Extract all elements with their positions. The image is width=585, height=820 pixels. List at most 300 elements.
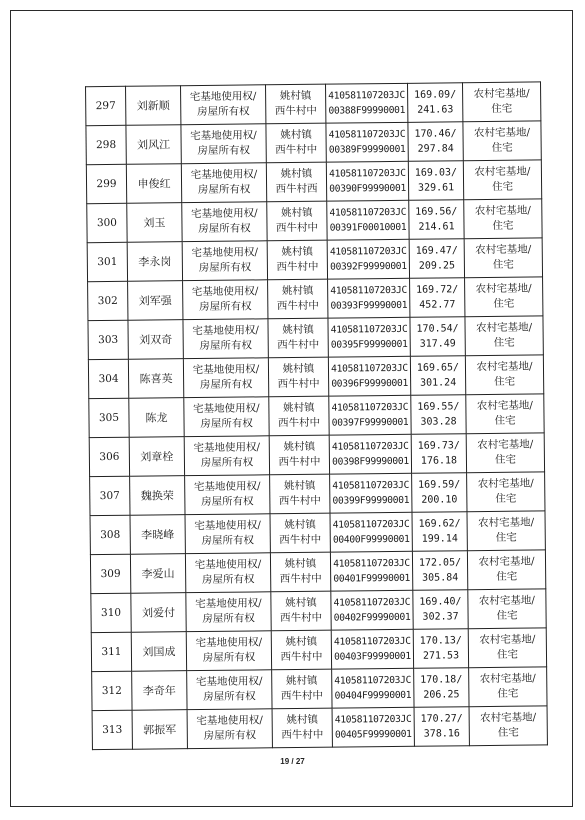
right-type-line-1: 宅基地使用权/ [192, 363, 260, 377]
owner-name: 李奇年 [142, 683, 176, 698]
land-use-cell [465, 355, 543, 395]
land-use-line-1: 农村宅基地/ [474, 204, 531, 218]
area-cell [409, 200, 464, 240]
owner-name: 李永岗 [138, 254, 172, 269]
location-line-2: 西牛村中 [276, 260, 319, 274]
right-type-line-2: 房屋所有权 [198, 261, 252, 275]
location-line-2: 西牛村中 [278, 455, 321, 469]
land-use-line-1: 农村宅基地/ [479, 672, 536, 686]
right-type-line-1: 宅基地使用权/ [194, 519, 261, 533]
right-type-line-2: 房屋所有权 [196, 105, 250, 119]
area-line-1: 169.40/ [419, 596, 462, 608]
area-cell [410, 317, 465, 357]
row-number: 300 [96, 216, 118, 229]
owner-name: 刘玉 [143, 215, 166, 230]
row-number-cell [92, 671, 132, 710]
land-use-cell [467, 472, 545, 512]
right-type-line-1: 宅基地使用权/ [191, 285, 259, 299]
location-line-2: 西牛村中 [275, 143, 318, 157]
area-cell [410, 278, 465, 318]
owner-name-cell [130, 515, 185, 555]
table-row [88, 316, 543, 360]
table-row [91, 589, 546, 633]
land-use-cell [462, 82, 540, 122]
land-use-cell [465, 277, 543, 317]
area-cell [412, 473, 467, 513]
area-line-1: 170.46/ [414, 128, 457, 140]
land-use-line-1: 农村宅基地/ [476, 360, 533, 374]
right-type-cell [187, 670, 272, 710]
location-cell [269, 396, 329, 436]
owner-name: 魏换荣 [140, 488, 174, 503]
right-type-line-2: 房屋所有权 [199, 378, 253, 392]
table-row [91, 628, 546, 672]
right-type-line-1: 宅基地使用权/ [189, 90, 257, 104]
right-type-line-1: 宅基地使用权/ [191, 207, 258, 221]
parcel-code-cell [328, 317, 410, 357]
table-row [89, 433, 544, 477]
land-use-line-1: 农村宅基地/ [478, 555, 535, 569]
right-type-line-2: 房屋所有权 [199, 300, 252, 314]
right-type-cell [183, 358, 268, 398]
area-line-1: 169.56/ [415, 206, 458, 218]
right-type-line-2: 房屋所有权 [203, 729, 257, 742]
location-line-1: 姚村镇 [281, 284, 314, 298]
right-type-line-2: 房屋所有权 [200, 456, 254, 470]
area-line-1: 169.72/ [416, 284, 459, 296]
area-line-1: 169.62/ [418, 518, 461, 530]
right-type-line-2: 房屋所有权 [197, 183, 251, 197]
area-line-2: 302.37 [422, 611, 459, 623]
row-number: 304 [98, 372, 119, 385]
area-cell [414, 707, 469, 747]
area-line-1: 169.59/ [418, 479, 461, 491]
location-line-2: 西牛村中 [276, 299, 319, 313]
parcel-code-line-2: 00391F00010001 [329, 221, 407, 234]
land-use-line-1: 农村宅基地/ [473, 87, 530, 101]
right-type-cell [187, 709, 272, 749]
parcel-code-line-2: 00401F99990001 [333, 572, 411, 585]
owner-name-cell [127, 242, 182, 282]
land-use-cell [465, 316, 543, 356]
location-cell [270, 474, 330, 514]
owner-name: 刘章栓 [140, 449, 174, 464]
land-use-cell [468, 589, 546, 629]
area-cell [410, 356, 465, 396]
row-number: 299 [96, 177, 117, 190]
parcel-code-line-1: 410581107203JC [334, 713, 412, 726]
area-line-2: 214.61 [418, 221, 455, 233]
area-line-2: 199.14 [421, 533, 458, 545]
right-type-line-1: 宅基地使用权/ [193, 480, 261, 494]
land-use-cell [464, 199, 542, 239]
owner-name-cell [132, 671, 187, 711]
right-type-line-1: 宅基地使用权/ [190, 168, 258, 182]
table-row [86, 121, 541, 165]
location-cell [270, 513, 330, 553]
right-type-line-2: 房屋所有权 [203, 690, 256, 703]
right-type-line-1: 宅基地使用权/ [195, 636, 263, 650]
right-type-cell [182, 241, 267, 281]
land-use-line-1: 农村宅基地/ [479, 633, 536, 647]
land-use-cell [468, 628, 546, 668]
owner-name-cell [130, 554, 185, 594]
right-type-cell [185, 475, 270, 515]
parcel-code-cell [328, 278, 410, 318]
location-line-1: 姚村镇 [285, 674, 318, 688]
area-cell [411, 434, 466, 474]
land-use-line-1: 农村宅基地/ [474, 165, 531, 179]
area-cell [411, 395, 466, 435]
row-number-cell [91, 632, 131, 671]
owner-name-cell [129, 398, 184, 438]
owner-name: 刘国成 [142, 644, 176, 659]
row-number-cell [88, 281, 128, 320]
right-type-line-1: 宅基地使用权/ [194, 558, 262, 572]
right-type-line-1: 宅基地使用权/ [191, 246, 259, 260]
area-line-2: 271.53 [422, 650, 460, 662]
land-use-line-2: 住宅 [495, 492, 517, 505]
parcel-code-cell [331, 629, 413, 669]
parcel-code-line-1: 410581107203JC [330, 323, 408, 336]
parcel-code-line-2: 00398F99990001 [332, 455, 409, 468]
area-cell [413, 629, 468, 669]
area-line-2: 378.16 [423, 728, 460, 740]
owner-name-cell [127, 203, 182, 243]
parcel-code-cell [327, 200, 409, 240]
land-use-line-2: 住宅 [491, 141, 513, 154]
right-type-line-2: 房屋所有权 [200, 417, 253, 431]
parcel-code-line-2: 00388F99990001 [328, 104, 406, 117]
right-type-cell [184, 397, 269, 437]
right-type-cell [183, 280, 268, 320]
location-cell [271, 591, 331, 631]
area-line-2: 329.61 [417, 182, 455, 194]
owner-name-cell [130, 476, 185, 516]
right-type-cell [181, 85, 266, 125]
parcel-code-line-1: 410581107203JC [329, 245, 407, 258]
owner-name: 刘风江 [137, 137, 171, 152]
location-cell [272, 708, 332, 748]
table-row [92, 667, 547, 711]
right-type-line-2: 房屋所有权 [201, 534, 255, 548]
owner-name-cell [128, 281, 183, 321]
right-type-cell [185, 553, 270, 593]
land-use-cell [467, 511, 545, 551]
location-cell [267, 201, 327, 241]
location-cell [272, 669, 332, 709]
table-row [90, 472, 545, 516]
row-number: 298 [96, 138, 117, 151]
location-cell [271, 630, 331, 670]
row-number-cell [90, 476, 130, 515]
land-use-line-1: 农村宅基地/ [475, 243, 532, 257]
land-use-line-1: 农村宅基地/ [477, 438, 534, 452]
row-number-cell [87, 242, 127, 281]
area-cell [408, 122, 463, 162]
row-number-cell [90, 515, 130, 554]
area-line-1: 170.27/ [420, 713, 463, 725]
area-cell [408, 161, 463, 201]
area-line-2: 209.25 [418, 260, 456, 272]
parcel-code-cell [330, 512, 412, 552]
land-use-cell [467, 550, 545, 590]
owner-name-cell [126, 125, 181, 165]
location-cell [266, 123, 326, 163]
table-row [90, 511, 545, 555]
owner-name: 刘新顺 [136, 98, 170, 113]
land-use-cell [466, 433, 544, 473]
parcel-code-line-2: 00396F99990001 [331, 377, 409, 390]
land-use-line-1: 农村宅基地/ [480, 711, 537, 725]
land-use-cell [463, 160, 541, 200]
parcel-code-cell [329, 434, 411, 474]
parcel-code-cell [329, 395, 411, 435]
location-line-1: 姚村镇 [283, 440, 316, 454]
land-use-line-2: 住宅 [496, 570, 518, 583]
parcel-code-line-2: 00400F99990001 [332, 533, 410, 546]
area-line-2: 301.24 [420, 377, 457, 389]
land-use-cell [463, 121, 541, 161]
owner-name-cell [126, 164, 181, 204]
location-line-1: 姚村镇 [280, 128, 312, 142]
row-number: 310 [100, 606, 122, 619]
registry-table [85, 81, 548, 750]
land-use-line-2: 住宅 [496, 648, 519, 661]
right-type-cell [183, 319, 268, 359]
location-line-2: 西牛村中 [280, 689, 323, 703]
right-type-line-1: 宅基地使用权/ [196, 714, 263, 728]
location-cell [268, 357, 328, 397]
right-type-cell [184, 436, 269, 476]
owner-name: 李晓峰 [141, 527, 175, 542]
land-use-line-2: 住宅 [491, 102, 513, 115]
owner-name-cell [132, 710, 187, 750]
location-cell [266, 162, 326, 202]
area-line-1: 169.73/ [417, 440, 460, 452]
row-number: 313 [102, 723, 123, 736]
parcel-code-line-2: 00402F99990001 [333, 611, 411, 624]
location-line-1: 姚村镇 [283, 479, 316, 493]
right-type-line-2: 房屋所有权 [199, 339, 253, 353]
table-row [90, 550, 545, 594]
parcel-code-line-2: 00390F99990001 [329, 182, 406, 195]
location-cell [268, 318, 328, 358]
location-line-2: 西牛村中 [279, 533, 322, 547]
owner-name-cell [128, 359, 183, 399]
parcel-code-line-1: 410581107203JC [332, 479, 410, 492]
area-line-2: 317.49 [419, 338, 456, 350]
owner-name-cell [126, 86, 181, 126]
parcel-code-cell [332, 707, 414, 747]
row-number-cell [86, 125, 126, 164]
parcel-code-line-1: 410581107203JC [332, 518, 410, 531]
right-type-line-2: 房屋所有权 [198, 222, 251, 236]
location-line-1: 姚村镇 [280, 167, 313, 181]
location-line-1: 姚村镇 [281, 206, 313, 220]
land-use-line-1: 农村宅基地/ [477, 477, 534, 491]
area-line-1: 169.47/ [415, 245, 458, 257]
right-type-line-1: 宅基地使用权/ [195, 597, 262, 611]
owner-name-cell [131, 632, 186, 672]
area-line-2: 206.25 [423, 689, 460, 701]
row-number-cell [91, 593, 131, 632]
parcel-code-cell [332, 668, 414, 708]
right-type-line-1: 宅基地使用权/ [195, 675, 263, 689]
location-line-1: 姚村镇 [286, 713, 318, 727]
row-number-cell [88, 320, 128, 359]
location-line-2: 西牛村中 [274, 104, 317, 118]
parcel-code-line-2: 00399F99990001 [332, 494, 410, 507]
land-use-line-1: 农村宅基地/ [473, 126, 531, 140]
row-number-cell [89, 437, 129, 476]
land-use-line-2: 住宅 [494, 375, 516, 388]
right-type-cell [186, 592, 271, 632]
parcel-code-line-1: 410581107203JC [331, 440, 409, 453]
area-cell [407, 83, 462, 123]
parcel-code-cell [326, 122, 408, 162]
location-line-1: 姚村镇 [279, 89, 312, 103]
area-line-2: 176.18 [420, 455, 458, 467]
registry-table-wrapper [85, 82, 537, 750]
row-number: 307 [99, 489, 120, 502]
page-number: 19 / 27 [280, 757, 305, 766]
row-number-cell [88, 359, 128, 398]
area-line-1: 170.54/ [416, 323, 459, 335]
table-row [88, 355, 543, 399]
land-use-line-2: 住宅 [497, 726, 519, 739]
parcel-code-line-1: 410581107203JC [329, 206, 407, 219]
land-use-line-1: 农村宅基地/ [475, 282, 532, 296]
location-line-1: 姚村镇 [285, 596, 317, 610]
location-line-2: 西牛村西 [275, 182, 318, 196]
area-cell [412, 512, 467, 552]
area-line-1: 170.18/ [420, 674, 463, 686]
location-cell [269, 435, 329, 475]
right-type-cell [185, 514, 270, 554]
right-type-cell [186, 631, 271, 671]
land-use-line-1: 农村宅基地/ [478, 594, 536, 608]
owner-name: 陈喜英 [139, 371, 173, 386]
land-use-line-2: 住宅 [494, 453, 517, 466]
location-cell [267, 240, 327, 280]
table-row [89, 394, 544, 438]
right-type-line-2: 房屋所有权 [202, 612, 255, 625]
right-type-line-2: 房屋所有权 [197, 144, 251, 158]
parcel-code-line-1: 410581107203JC [331, 362, 408, 375]
land-use-line-2: 住宅 [492, 219, 514, 232]
table-row [86, 160, 541, 204]
parcel-code-line-1: 410581107203JC [334, 674, 412, 687]
area-cell [412, 551, 467, 591]
parcel-code-cell [326, 83, 408, 123]
parcel-code-line-2: 00395F99990001 [330, 338, 408, 351]
location-line-2: 西牛村中 [277, 416, 321, 430]
location-cell [268, 279, 328, 319]
owner-name-cell [128, 320, 183, 360]
parcel-code-cell [330, 551, 412, 591]
owner-name: 陈龙 [145, 410, 168, 425]
parcel-code-line-1: 410581107203JC [328, 128, 406, 141]
parcel-code-line-1: 410581107203JC [331, 401, 409, 414]
location-line-2: 西牛村中 [275, 221, 319, 235]
land-use-line-2: 住宅 [493, 336, 515, 349]
location-line-2: 西牛村中 [277, 338, 320, 352]
location-line-1: 姚村镇 [284, 518, 316, 532]
owner-name: 申俊红 [137, 176, 171, 191]
area-line-2: 241.63 [417, 104, 454, 116]
land-use-cell [464, 238, 542, 278]
location-line-1: 姚村镇 [282, 323, 314, 337]
area-line-1: 169.09/ [413, 89, 457, 101]
row-number-cell [92, 710, 132, 749]
location-line-1: 姚村镇 [284, 557, 317, 571]
parcel-code-line-2: 00403F99990001 [334, 650, 411, 663]
land-use-cell [469, 706, 547, 746]
area-line-2: 303.28 [420, 416, 457, 428]
land-use-line-1: 农村宅基地/ [478, 516, 535, 530]
right-type-line-1: 宅基地使用权/ [193, 402, 260, 416]
table-row [88, 277, 543, 321]
parcel-code-line-2: 00392F99990001 [330, 260, 407, 273]
land-use-line-2: 住宅 [495, 531, 517, 544]
area-line-1: 169.65/ [416, 362, 460, 374]
table-row [86, 82, 541, 126]
area-line-2: 297.84 [417, 143, 454, 155]
parcel-code-line-2: 00389F99990001 [328, 143, 406, 156]
land-use-cell [469, 667, 547, 707]
land-use-line-2: 住宅 [497, 687, 519, 700]
parcel-code-line-1: 410581107203JC [333, 557, 410, 570]
location-line-2: 西牛村中 [280, 611, 323, 625]
owner-name: 郭振军 [143, 722, 177, 737]
location-line-2: 西牛村中 [279, 572, 322, 586]
parcel-code-cell [327, 239, 409, 279]
row-number: 302 [97, 294, 118, 307]
land-use-line-1: 农村宅基地/ [476, 399, 533, 413]
location-line-2: 西牛村中 [280, 650, 323, 664]
owner-name-cell [131, 593, 186, 633]
parcel-code-cell [328, 356, 410, 396]
location-line-1: 姚村镇 [282, 362, 315, 376]
parcel-code-line-1: 410581107203JC [333, 596, 411, 609]
owner-name: 刘军强 [138, 293, 172, 308]
area-line-1: 169.03/ [414, 167, 458, 179]
row-number-cell [90, 554, 130, 593]
parcel-code-line-2: 00404F99990001 [334, 689, 412, 702]
row-number: 309 [100, 567, 121, 580]
row-number: 308 [100, 528, 121, 541]
row-number: 301 [97, 255, 118, 268]
right-type-line-1: 宅基地使用权/ [193, 441, 261, 455]
parcel-code-cell [326, 161, 408, 201]
area-line-2: 305.84 [422, 572, 459, 584]
owner-name-cell [129, 437, 184, 477]
location-cell [266, 84, 326, 124]
area-line-1: 170.13/ [419, 635, 462, 647]
owner-name: 刘双奇 [139, 332, 173, 347]
area-line-2: 452.77 [419, 299, 456, 311]
right-type-cell [181, 163, 266, 203]
area-cell [409, 239, 464, 279]
right-type-cell [182, 202, 267, 242]
owner-name: 李爱山 [141, 566, 175, 581]
land-use-cell [466, 394, 544, 434]
row-number-cell [87, 203, 127, 242]
right-type-line-1: 宅基地使用权/ [190, 129, 257, 143]
registry-table-body [86, 82, 548, 750]
land-use-line-2: 住宅 [496, 609, 518, 622]
